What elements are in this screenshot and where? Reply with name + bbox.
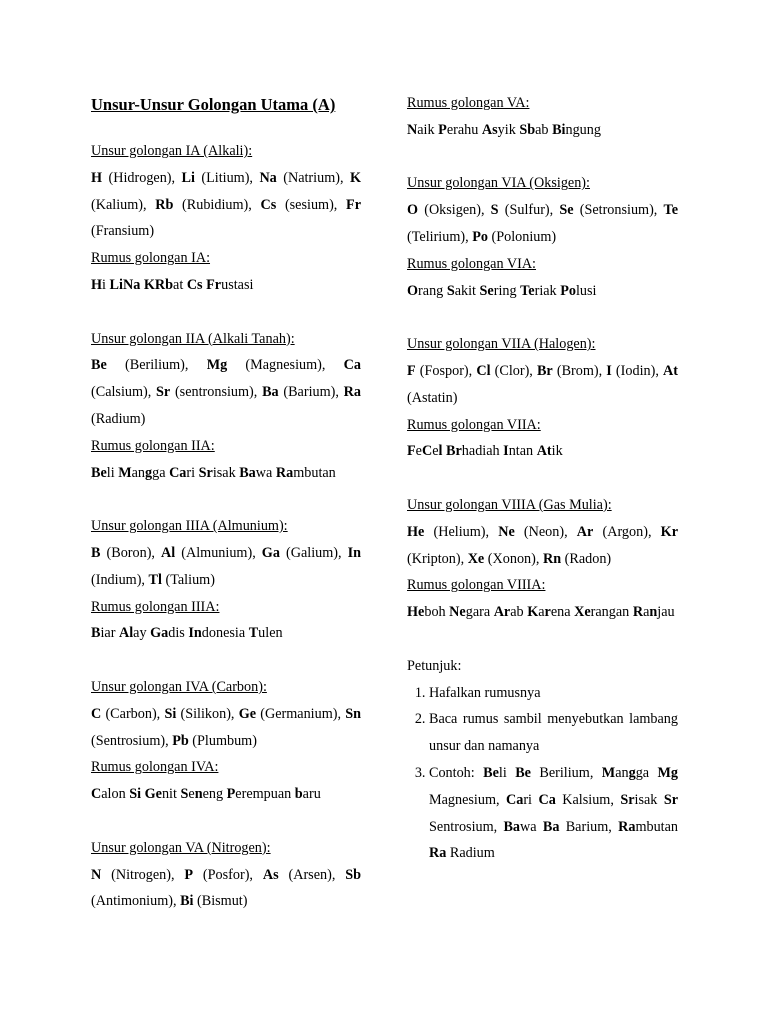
mnemonic-bold-run: Mg: [657, 764, 678, 781]
group-viia-elements: [407, 358, 678, 412]
element-name: (Arsen),: [278, 866, 346, 883]
element-symbol: Na: [259, 169, 277, 186]
element-symbol: Li: [181, 169, 195, 186]
group-iva-section: [91, 674, 361, 808]
mnemonic-text-run: ga: [152, 464, 170, 481]
element-symbol: Br: [536, 362, 553, 379]
mnemonic-text-run: ring: [493, 282, 521, 299]
element-symbol: Rb: [155, 196, 174, 213]
mnemonic-text-run: ri: [186, 464, 199, 481]
group-viiia-rumus-heading: Rumus golongan VIIIA:: [407, 577, 546, 594]
group-va-elements: [91, 862, 361, 916]
mnemonic-bold-run: In: [188, 625, 202, 642]
mnemonic-text-run: dis: [168, 625, 189, 642]
element-symbol: Ge: [238, 705, 257, 722]
mnemonic-bold-run: Sr: [663, 791, 679, 808]
element-symbol: He: [407, 523, 425, 540]
element-name: (Nitrogen),: [101, 866, 185, 883]
mnemonic-text-run: erahu: [446, 121, 482, 138]
group-iia-elements: [91, 352, 361, 432]
mnemonic-text-run: Radium: [446, 845, 495, 862]
mnemonic-text-run: Barium,: [559, 818, 619, 835]
element-name: (Kripton),: [407, 550, 468, 567]
mnemonic-bold-run: Se: [479, 282, 494, 299]
mnemonic-text-run: ustasi: [221, 276, 254, 293]
element-name: (Calsium),: [91, 384, 157, 401]
element-symbol: Po: [472, 228, 488, 245]
mnemonic-text-run: boh: [424, 604, 450, 621]
mnemonic-text-run: eng: [202, 786, 227, 803]
element-name: (Iodin),: [611, 362, 663, 379]
mnemonic-bold-run: As: [481, 121, 498, 138]
element-name: (Oksigen),: [418, 202, 491, 219]
mnemonic-text-run: Baca rumus sambil menyebutkan lambang unsur dan namanya: [429, 711, 678, 755]
mnemonic-text-run: rang: [418, 282, 447, 299]
mnemonic-text-run: Hafalkan rumusnya: [429, 684, 541, 701]
element-name: (Galium),: [279, 544, 348, 561]
petunjuk-section: [407, 653, 678, 867]
mnemonic-text-run: a: [538, 604, 545, 621]
element-symbol: Tl: [148, 571, 162, 588]
element-name: (sesium),: [276, 196, 347, 213]
group-via-section: [407, 170, 678, 304]
element-symbol: Se: [559, 202, 574, 219]
mnemonic-text-run: Sentrosium,: [429, 818, 504, 835]
mnemonic-bold-run: Ca: [538, 791, 556, 808]
mnemonic-text-run: an: [615, 764, 629, 781]
mnemonic-bold-run: S: [446, 282, 455, 299]
mnemonic-bold-run: C: [421, 443, 433, 460]
element-name: (Neon),: [514, 523, 577, 540]
element-name: (Silikon),: [176, 705, 239, 722]
element-name: (Argon),: [593, 523, 661, 540]
group-via-rumus-heading: Rumus golongan VIA:: [407, 255, 537, 272]
mnemonic-bold-run: He: [407, 604, 425, 621]
element-symbol: S: [490, 202, 499, 219]
mnemonic-bold-run: g: [145, 464, 153, 481]
element-symbol: Sb: [345, 866, 361, 883]
mnemonic-text-run: ena: [550, 604, 575, 621]
element-symbol: Si: [164, 705, 177, 722]
element-symbol: At: [663, 362, 678, 379]
mnemonic-bold-run: Sb: [519, 121, 536, 138]
mnemonic-bold-run: Te: [520, 282, 535, 299]
mnemonic-bold-run: Ne: [449, 604, 466, 621]
group-va-rumus-heading: Rumus golongan VA:: [407, 95, 530, 111]
mnemonic-text-run: isak: [634, 791, 664, 808]
mnemonic-text-run: e: [188, 786, 195, 803]
group-ia-section: [91, 138, 361, 299]
element-symbol: Sn: [345, 705, 362, 722]
mnemonic-text-run: e: [415, 443, 422, 460]
group-viia-rumus-heading: Rumus golongan VIIA:: [407, 416, 541, 433]
element-symbol: P: [184, 866, 194, 883]
element-name: (Bismut): [193, 893, 248, 910]
mnemonic-text-run: aik: [417, 121, 439, 138]
mnemonic-text-run: wa: [520, 818, 543, 835]
mnemonic-bold-run: Be: [91, 464, 107, 481]
group-va-rumus: [407, 117, 678, 144]
mnemonic-bold-run: l Br: [438, 443, 462, 460]
mnemonic-text-run: ri: [523, 791, 539, 808]
mnemonic-bold-run: b: [294, 786, 303, 803]
mnemonic-bold-run: Be: [483, 764, 499, 781]
group-viia-rumus: [407, 438, 678, 465]
mnemonic-bold-run: Po: [560, 282, 576, 299]
mnemonic-text-run: lusi: [575, 282, 597, 299]
group-iiia-section: [91, 513, 361, 647]
element-name: (Fospor),: [415, 362, 477, 379]
mnemonic-text-run: e: [432, 443, 439, 460]
petunjuk-item: [429, 760, 678, 867]
group-via-rumus: [407, 278, 678, 305]
element-symbol: As: [262, 866, 279, 883]
group-viia-section: [407, 331, 678, 465]
mnemonic-bold-run: I: [503, 443, 509, 460]
element-name: (Radon): [561, 550, 612, 567]
mnemonic-text-run: wa: [255, 464, 276, 481]
document-title: Unsur-Unsur Golongan Utama (A): [91, 95, 336, 114]
element-name: (Hidrogen),: [102, 169, 182, 186]
mnemonic-bold-run: Sr: [620, 791, 635, 808]
mnemonic-bold-run: r: [544, 604, 551, 621]
element-symbol: B: [91, 544, 101, 561]
element-name: (Brom),: [552, 362, 607, 379]
mnemonic-bold-run: LiNa KRb: [109, 276, 174, 293]
element-name: (Fransium): [91, 223, 155, 240]
element-symbol: Cl: [476, 362, 491, 379]
mnemonic-bold-run: Ra: [429, 845, 447, 862]
element-symbol: Cs: [260, 196, 277, 213]
mnemonic-text-run: ga: [635, 764, 658, 781]
element-name: (Almunium),: [175, 544, 262, 561]
mnemonic-bold-run: F: [407, 443, 416, 460]
mnemonic-bold-run: Ra: [275, 464, 294, 481]
mnemonic-text-run: ulen: [258, 625, 283, 642]
mnemonic-text-run: yik: [497, 121, 520, 138]
mnemonic-text-run: an: [131, 464, 146, 481]
mnemonic-bold-run: H: [91, 276, 103, 293]
element-name: (Magnesium),: [227, 357, 344, 374]
mnemonic-bold-run: Ca: [505, 791, 524, 808]
element-name: (Carbon),: [101, 705, 165, 722]
group-iia-heading: Unsur golongan IIA (Alkali Tanah):: [91, 330, 295, 347]
element-symbol: Xe: [467, 550, 485, 567]
group-iiia-elements: [91, 540, 361, 594]
element-symbol: Kr: [660, 523, 678, 540]
element-name: (Berilium),: [106, 357, 207, 374]
mnemonic-text-run: hadiah: [461, 443, 504, 460]
element-name: (Indium),: [91, 571, 149, 588]
mnemonic-bold-run: K: [527, 604, 539, 621]
element-symbol: Al: [161, 544, 176, 561]
mnemonic-text-run: donesia: [201, 625, 249, 642]
group-iva-rumus: [91, 781, 361, 808]
mnemonic-bold-run: Sr: [198, 464, 213, 481]
element-name: (Antimonium),: [91, 893, 181, 910]
element-symbol: Ne: [498, 523, 515, 540]
element-name: (Telirium),: [407, 228, 473, 245]
mnemonic-bold-run: P: [226, 786, 236, 803]
group-iiia-heading: Unsur golongan IIIA (Almunium):: [91, 518, 288, 535]
mnemonic-bold-run: Ca: [169, 464, 187, 481]
element-symbol: Mg: [206, 357, 228, 374]
petunjuk-list: [407, 680, 678, 868]
element-symbol: N: [91, 866, 102, 883]
element-symbol: C: [91, 705, 102, 722]
mnemonic-text-run: mbutan: [293, 464, 336, 481]
element-name: (Helium),: [424, 523, 499, 540]
group-iiia-rumus-heading: Rumus golongan IIIA:: [91, 598, 220, 615]
mnemonic-text-run: isak: [212, 464, 240, 481]
element-name: (Polonium): [487, 228, 557, 245]
element-name: (Kalium),: [91, 196, 156, 213]
element-symbol: I: [606, 362, 612, 379]
mnemonic-bold-run: Ga: [150, 625, 169, 642]
element-symbol: Bi: [180, 893, 194, 910]
mnemonic-bold-run: At: [536, 443, 552, 460]
mnemonic-text-run: ik: [551, 443, 563, 460]
mnemonic-text-run: erempuan: [235, 786, 295, 803]
mnemonic-text-run: li: [498, 764, 516, 781]
element-symbol: K: [349, 169, 361, 186]
element-name: (Xonon),: [484, 550, 543, 567]
element-name: (Natrium),: [276, 169, 350, 186]
mnemonic-bold-run: Cs Fr: [186, 276, 222, 293]
right-column: [407, 90, 678, 867]
mnemonic-bold-run: n: [649, 604, 658, 621]
mnemonic-text-run: Kalsium,: [555, 791, 621, 808]
mnemonic-text-run: at: [173, 276, 187, 293]
mnemonic-bold-run: B: [91, 625, 101, 642]
group-ia-elements: [91, 165, 361, 245]
mnemonic-text-run: nit: [161, 786, 181, 803]
mnemonic-text-run: gara: [465, 604, 494, 621]
element-name: (Barium),: [278, 384, 344, 401]
group-iia-section: [91, 326, 361, 487]
mnemonic-text-run: i: [102, 276, 110, 293]
mnemonic-text-run: akit: [454, 282, 480, 299]
mnemonic-text-run: ab: [510, 604, 528, 621]
mnemonic-bold-run: Ar: [493, 604, 511, 621]
group-viiia-rumus: [407, 599, 678, 626]
mnemonic-bold-run: Si Ge: [129, 786, 162, 803]
group-iva-elements: [91, 701, 361, 755]
group-ia-rumus: [91, 272, 361, 299]
mnemonic-text-run: ngung: [565, 121, 601, 138]
group-viia-heading: Unsur golongan VIIA (Halogen):: [407, 336, 596, 353]
element-name: (Talium): [161, 571, 215, 588]
mnemonic-bold-run: M: [601, 764, 616, 781]
mnemonic-text-run: ntan: [508, 443, 537, 460]
mnemonic-text-run: ay: [133, 625, 151, 642]
mnemonic-text-run: jau: [657, 604, 675, 621]
mnemonic-bold-run: Ra: [618, 818, 636, 835]
element-symbol: Ar: [576, 523, 594, 540]
petunjuk-heading: Petunjuk:: [407, 657, 462, 674]
mnemonic-bold-run: g: [628, 764, 636, 781]
element-symbol: Te: [663, 202, 678, 219]
element-name: (Boron),: [100, 544, 162, 561]
group-iia-rumus-heading: Rumus golongan IIA:: [91, 437, 215, 454]
element-symbol: Ca: [343, 357, 361, 374]
mnemonic-bold-run: T: [248, 625, 259, 642]
group-va-rumus-section: [407, 90, 678, 144]
mnemonic-text-run: alon: [101, 786, 130, 803]
mnemonic-bold-run: Bi: [552, 121, 566, 138]
group-va-section: [91, 835, 361, 915]
petunjuk-item: [429, 680, 678, 707]
element-symbol: O: [407, 202, 419, 219]
mnemonic-text-run: Contoh:: [429, 764, 484, 781]
element-name: (Radium): [91, 410, 146, 427]
mnemonic-bold-run: P: [438, 121, 447, 138]
group-viiia-section: [407, 492, 678, 626]
group-va-heading: Unsur golongan VA (Nitrogen):: [91, 839, 271, 856]
mnemonic-bold-run: Be: [515, 764, 531, 781]
group-iva-heading: Unsur golongan IVA (Carbon):: [91, 678, 267, 695]
element-symbol: F: [407, 362, 416, 379]
element-symbol: Ba: [262, 384, 279, 401]
element-name: (Rubidium),: [173, 196, 261, 213]
element-symbol: Ra: [343, 384, 361, 401]
element-symbol: Ga: [261, 544, 280, 561]
mnemonic-text-run: ab: [535, 121, 553, 138]
mnemonic-text-run: Berilium,: [530, 764, 602, 781]
group-ia-rumus-heading: Rumus golongan IA:: [91, 250, 211, 267]
mnemonic-text-run: li: [106, 464, 119, 481]
left-column: [91, 94, 361, 915]
mnemonic-bold-run: Al: [118, 625, 134, 642]
mnemonic-bold-run: Ba: [503, 818, 521, 835]
group-viiia-heading: Unsur golongan VIIIA (Gas Mulia):: [407, 496, 612, 513]
element-name: (Clor),: [490, 362, 537, 379]
element-name: (Setronsium),: [573, 202, 664, 219]
mnemonic-bold-run: C: [91, 786, 102, 803]
mnemonic-text-run: riak: [534, 282, 561, 299]
mnemonic-text-run: mbutan: [635, 818, 678, 835]
element-symbol: Fr: [346, 196, 361, 213]
mnemonic-bold-run: S: [180, 786, 189, 803]
element-name: (Sentrosium),: [91, 732, 173, 749]
group-via-heading: Unsur golongan VIA (Oksigen):: [407, 175, 590, 192]
element-symbol: Be: [91, 357, 107, 374]
element-name: (Sulfur),: [498, 202, 560, 219]
group-iia-rumus: [91, 460, 361, 487]
mnemonic-bold-run: Ba: [239, 464, 256, 481]
element-symbol: Rn: [542, 550, 562, 567]
element-name: (Astatin): [407, 389, 458, 406]
element-symbol: H: [91, 169, 103, 186]
group-iva-rumus-heading: Rumus golongan IVA:: [91, 759, 219, 776]
element-name: (Germanium),: [256, 705, 346, 722]
mnemonic-bold-run: O: [407, 282, 419, 299]
element-symbol: In: [347, 544, 361, 561]
group-via-elements: [407, 197, 678, 251]
element-name: (Posfor),: [193, 866, 263, 883]
group-iiia-rumus: [91, 620, 361, 647]
mnemonic-bold-run: R: [632, 604, 644, 621]
mnemonic-bold-run: Ba: [542, 818, 560, 835]
element-name: (Plumbum): [188, 732, 257, 749]
petunjuk-item: [429, 706, 678, 760]
mnemonic-text-run: aru: [302, 786, 321, 803]
element-name: (Litium),: [194, 169, 260, 186]
element-symbol: Pb: [172, 732, 189, 749]
group-viiia-elements: [407, 519, 678, 573]
element-name: (sentronsium),: [170, 384, 263, 401]
mnemonic-bold-run: Xe: [574, 604, 591, 621]
mnemonic-bold-run: N: [407, 121, 418, 138]
mnemonic-text-run: rangan: [590, 604, 633, 621]
element-symbol: Sr: [156, 384, 171, 401]
mnemonic-text-run: a: [643, 604, 650, 621]
mnemonic-bold-run: n: [194, 786, 203, 803]
mnemonic-bold-run: M: [118, 464, 132, 481]
group-ia-heading: Unsur golongan IA (Alkali):: [91, 143, 253, 159]
mnemonic-text-run: iar: [100, 625, 119, 642]
mnemonic-text-run: Magnesium,: [429, 791, 506, 808]
